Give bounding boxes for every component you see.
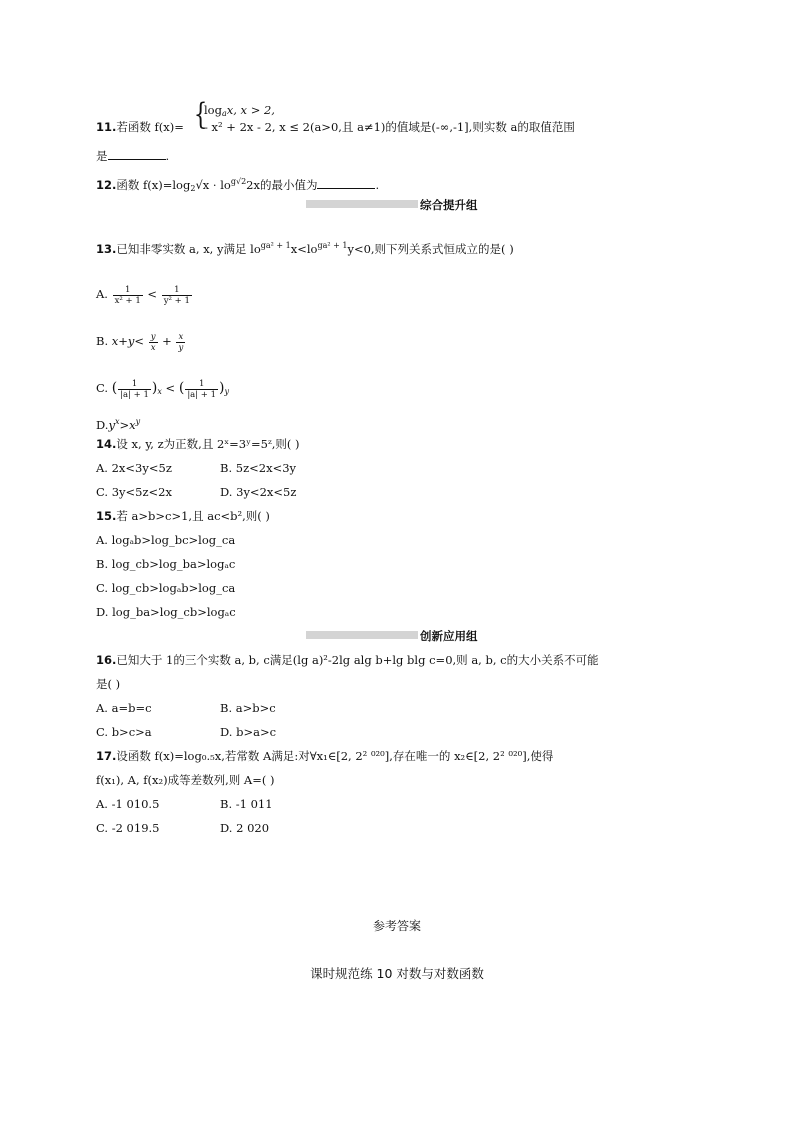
q11-case2: - x² + 2x - 2, x ≤ 2(a>0,且 a≠1)的值域是(-∞,-1],则实数 a的取值范围 — [204, 120, 575, 134]
q17-option-d[interactable]: D. 2 020 — [220, 821, 270, 835]
q14: 14.设 x, y, z为正数,且 2ˣ=3ʸ=5ᶻ,则( ) — [96, 437, 300, 451]
q13-option-c[interactable]: C. ( $\frac{1}{|a| + 1}$ )$_x$ < ( $\frac{1}{|a| + 1}$ )$_y$ — [96, 378, 230, 400]
q14-option-a[interactable]: A. 2x<3y<5z — [96, 461, 172, 475]
q16-option-c[interactable]: C. b>c>a — [96, 725, 152, 739]
q17-option-a[interactable]: A. -1 010.5 — [96, 797, 160, 811]
lesson-heading: 课时规范练 10 对数与对数函数 — [310, 966, 484, 981]
q17-line2: f(x₁), A, f(x₂)成等差数列,则 A=( ) — [96, 773, 275, 787]
question-number: 12. — [96, 178, 117, 192]
q16: 16.已知大于 1的三个实数 a, b, c满足(lg a)²-2lg alg b+lg blg c=0,则 a, b, c的大小关系不可能 — [96, 653, 599, 667]
answer-blank[interactable] — [108, 149, 166, 160]
q14-option-b[interactable]: B. 5z<2x<3y — [220, 461, 297, 475]
piecewise-brace: { — [193, 97, 208, 132]
q11-case1: $\log_ax$, x > 2, — [204, 103, 275, 118]
q13-option-a[interactable]: A. $\frac{1}{\text{x² + 1}}$ < $\frac{1}{\text{y² + 1}}$ — [96, 284, 190, 306]
section-bar — [306, 631, 418, 639]
q15-option-d[interactable]: D. log_ba>log_cb>logₐc — [96, 605, 236, 619]
q14-option-c[interactable]: C. 3y<5z<2x — [96, 485, 172, 499]
question-number: 17. — [96, 749, 117, 763]
section-bar — [306, 200, 418, 208]
q11-line2: 是 . — [96, 149, 170, 163]
section-title: 综合提升组 — [420, 198, 478, 212]
q14-option-d[interactable]: D. 3y<2x<5z — [220, 485, 297, 499]
q17: 17.设函数 f(x)=log₀.₅x,若常数 A满足:对∀x₁∈[2, 2² ⁰²⁰],存在唯一的 x₂∈[2, 2² ⁰²⁰],使得 — [96, 749, 554, 763]
question-number: 13. — [96, 242, 117, 256]
q15: 15.若 a>b>c>1,且 ac<b²,则( ) — [96, 509, 270, 523]
q16-option-d[interactable]: D. b>a>c — [220, 725, 277, 739]
q13-option-b[interactable]: B. x+y< $\frac{y}{x}$ + $\frac{x}{y}$ — [96, 331, 184, 353]
q13-option-d[interactable]: $D.y^x>x^y$ — [96, 417, 141, 432]
q12: 12.函数 $f(x)=\log_2√x \cdot lo^{g√2}2x$的最小值为 . — [96, 177, 380, 193]
section-title: 创新应用组 — [420, 629, 478, 643]
q15-option-c[interactable]: C. log_cb>logₐb>log_ca — [96, 581, 236, 595]
question-number: 11. — [96, 120, 117, 134]
q16-option-b[interactable]: B. a>b>c — [220, 701, 276, 715]
q16-line2: 是( ) — [96, 677, 121, 691]
q13: 13.已知非零实数 a, x, y满足 $lo^{ga^2 + 1}x<lo^{ga^2 + 1}y<0$,则下列关系式恒成立的是( ) — [96, 241, 514, 256]
question-number: 16. — [96, 653, 117, 667]
q15-option-a[interactable]: A. logₐb>log_bc>log_ca — [96, 533, 236, 547]
q15-option-b[interactable]: B. log_cb>log_ba>logₐc — [96, 557, 236, 571]
q17-option-c[interactable]: C. -2 019.5 — [96, 821, 160, 835]
q17-option-b[interactable]: B. -1 011 — [220, 797, 273, 811]
q16-option-a[interactable]: A. a=b=c — [96, 701, 152, 715]
q11-line1: 11.若函数 f(x)= — [96, 120, 184, 134]
answer-blank[interactable] — [317, 178, 375, 189]
question-number: 14. — [96, 437, 117, 451]
answers-heading: 参考答案 — [372, 919, 421, 933]
question-number: 15. — [96, 509, 117, 523]
